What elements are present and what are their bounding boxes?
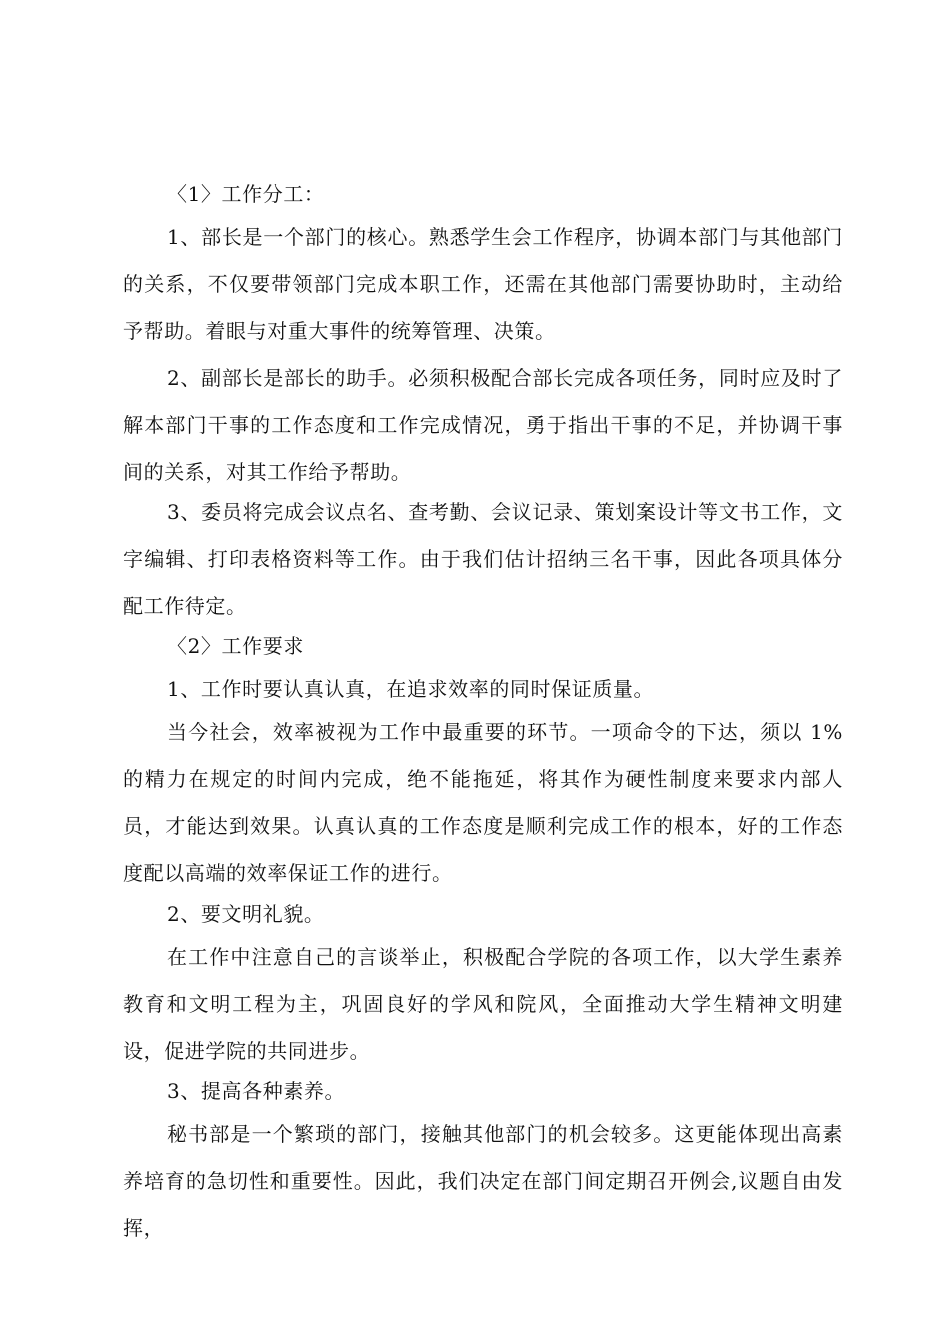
requirement-item-1: 1、工作时要认真认真，在追求效率的同时保证质量。 (167, 677, 655, 701)
section-heading-division-of-work: 〈1〉工作分工： (167, 182, 325, 206)
paragraph-secretariat: 秘书部是一个繁琐的部门，接触其他部门的机会较多。这更能体现出高素养培育的急切性和重要性。因此，我们决定在部门间定期召开例会,议题自由发挥， (123, 1122, 843, 1240)
requirement-item-2: 2、要文明礼貌。 (167, 902, 325, 926)
paragraph-civility: 在工作中注意自己的言谈举止，积极配合学院的各项工作，以大学生素养教育和文明工程为主，巩固良好的学风和院风，全面推动大学生精神文明建设，促进学院的共同进步。 (123, 945, 843, 1063)
paragraph-deputy-minister-role: 2、副部长是部长的助手。必须积极配合部长完成各项任务，同时应及时了解本部门干事的工作态度和工作完成情况，勇于指出干事的不足，并协调干事间的关系，对其工作给予帮助。 (123, 366, 843, 484)
section-heading-work-requirements: 〈2〉工作要求 (167, 634, 304, 658)
paragraph-minister-role: 1、部长是一个部门的核心。熟悉学生会工作程序，协调本部门与其他部门的关系，不仅要带领部门完成本职工作，还需在其他部门需要协助时，主动给予帮助。着眼与对重大事件的统筹管理、决策。 (123, 225, 843, 343)
requirement-item-3: 3、提高各种素养。 (167, 1079, 346, 1103)
paragraph-efficiency: 当今社会，效率被视为工作中最重要的环节。一项命令的下达，须以 1%的精力在规定的时间内完成，绝不能拖延，将其作为硬性制度来要求内部人员，才能达到效果。认真认真的工作态度是顺利完成工作的根本，好的工作态度配以高端的效率保证工作的进行。 (123, 720, 843, 885)
paragraph-committee-member-role: 3、委员将完成会议点名、查考勤、会议记录、策划案设计等文书工作，文字编辑、打印表格资料等工作。由于我们估计招纳三名干事，因此各项具体分配工作待定。 (123, 500, 843, 618)
